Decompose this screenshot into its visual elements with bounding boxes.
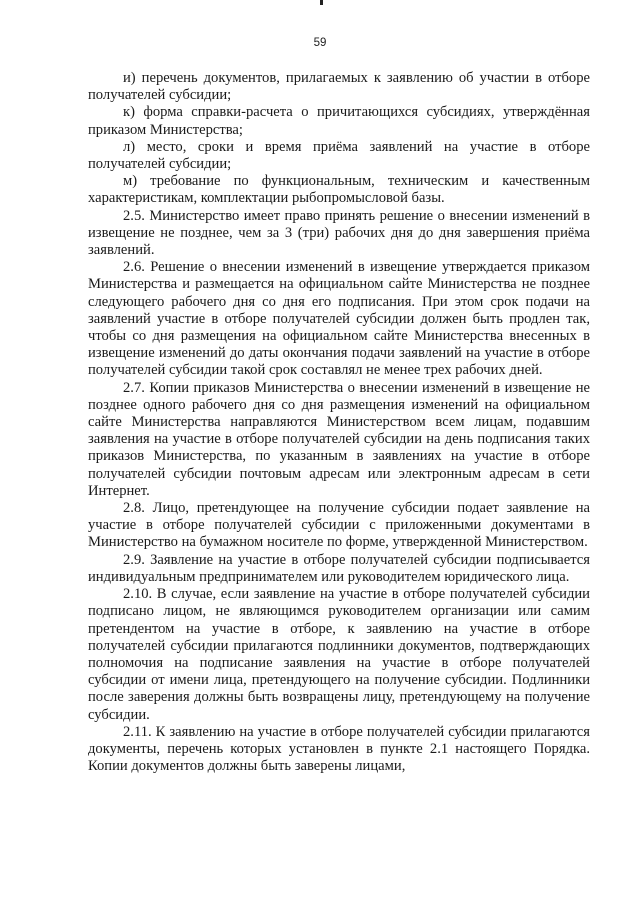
paragraph-item-m: м) требование по функциональным, техническим и качественным характеристикам, комплектации рыбопромысловой базы. <box>88 173 590 207</box>
paragraph-item-k: к) форма справки-расчета о причитающихся субсидиях, утверждённая приказом Министерства; <box>88 104 590 138</box>
paragraph-2-7: 2.7. Копии приказов Министерства о внесении изменений в извещение не позднее одного рабочего дня со дня размещения изменений на официальном сайте Министерства направляются Министерством всем лицам, подавшим заявления на участие в отборе получателей субсидии на день подписания таких приказов Министерства, по указанным в заявлениях на участие в отборе получателей субсидии почтовым адресам или электронным адресам в сети Интернет. <box>88 379 590 499</box>
body-text <box>88 70 590 775</box>
paragraph-2-9: 2.9. Заявление на участие в отборе получателей субсидии подписывается индивидуальным предпринимателем или руководителем юридического лица. <box>88 551 590 585</box>
paragraph-2-5: 2.5. Министерство имеет право принять решение о внесении изменений в извещение не позднее, чем за 3 (три) рабочих дня до дня завершения приёма заявлений. <box>88 207 590 259</box>
paragraph-item-i: и) перечень документов, прилагаемых к заявлению об участии в отборе получателей субсидии; <box>88 70 590 104</box>
paragraph-item-l: л) место, сроки и время приёма заявлений на участие в отборе получателей субсидии; <box>88 138 590 173</box>
paragraph-2-6: 2.6. Решение о внесении изменений в извещение утверждается приказом Министерства и размещается на официальном сайте Министерства не позднее следующего рабочего дня со дня его подписания. При этом срок подачи на заявлений участие в отборе получателей субсидии должен быть продлен так, чтобы со дня размещения на официальном сайте Министерства внесенных в извещение изменений до даты окончания подачи заявлений на участие в отборе получателей субсидии такой срок составлял не менее трех рабочих дней. <box>88 259 590 379</box>
page-number: 59 <box>313 37 327 49</box>
paragraph-2-10: 2.10. В случае, если заявление на участие в отборе получателей субсидии подписано лицом, не являющимся руководителем организации или самим претендентом на участие в отборе, к заявлению на участие в отборе получателей субсидии прилагаются подлинники документов, подтверждающих полномочия на подписание заявления на участие в отборе получателей субсидии от имени лица, претендующего на получение субсидии. Подлинники после заверения должны быть возвращены лицу, претендующему на получение субсидии. <box>88 586 590 723</box>
paragraph-2-11: 2.11. К заявлению на участие в отборе получателей субсидии прилагаются документы, перечень которых установлен в пункте 2.1 настоящего Порядка. Копии документов должны быть заверены лицами, <box>88 723 590 775</box>
paragraph-2-8: 2.8. Лицо, претендующее на получение субсидии подает заявление на участие в отборе получателей субсидии с приложенными документами в Министерство на бумажном носителе по форме, утвержденной Министерством. <box>88 500 590 551</box>
scan-mark <box>320 0 323 5</box>
